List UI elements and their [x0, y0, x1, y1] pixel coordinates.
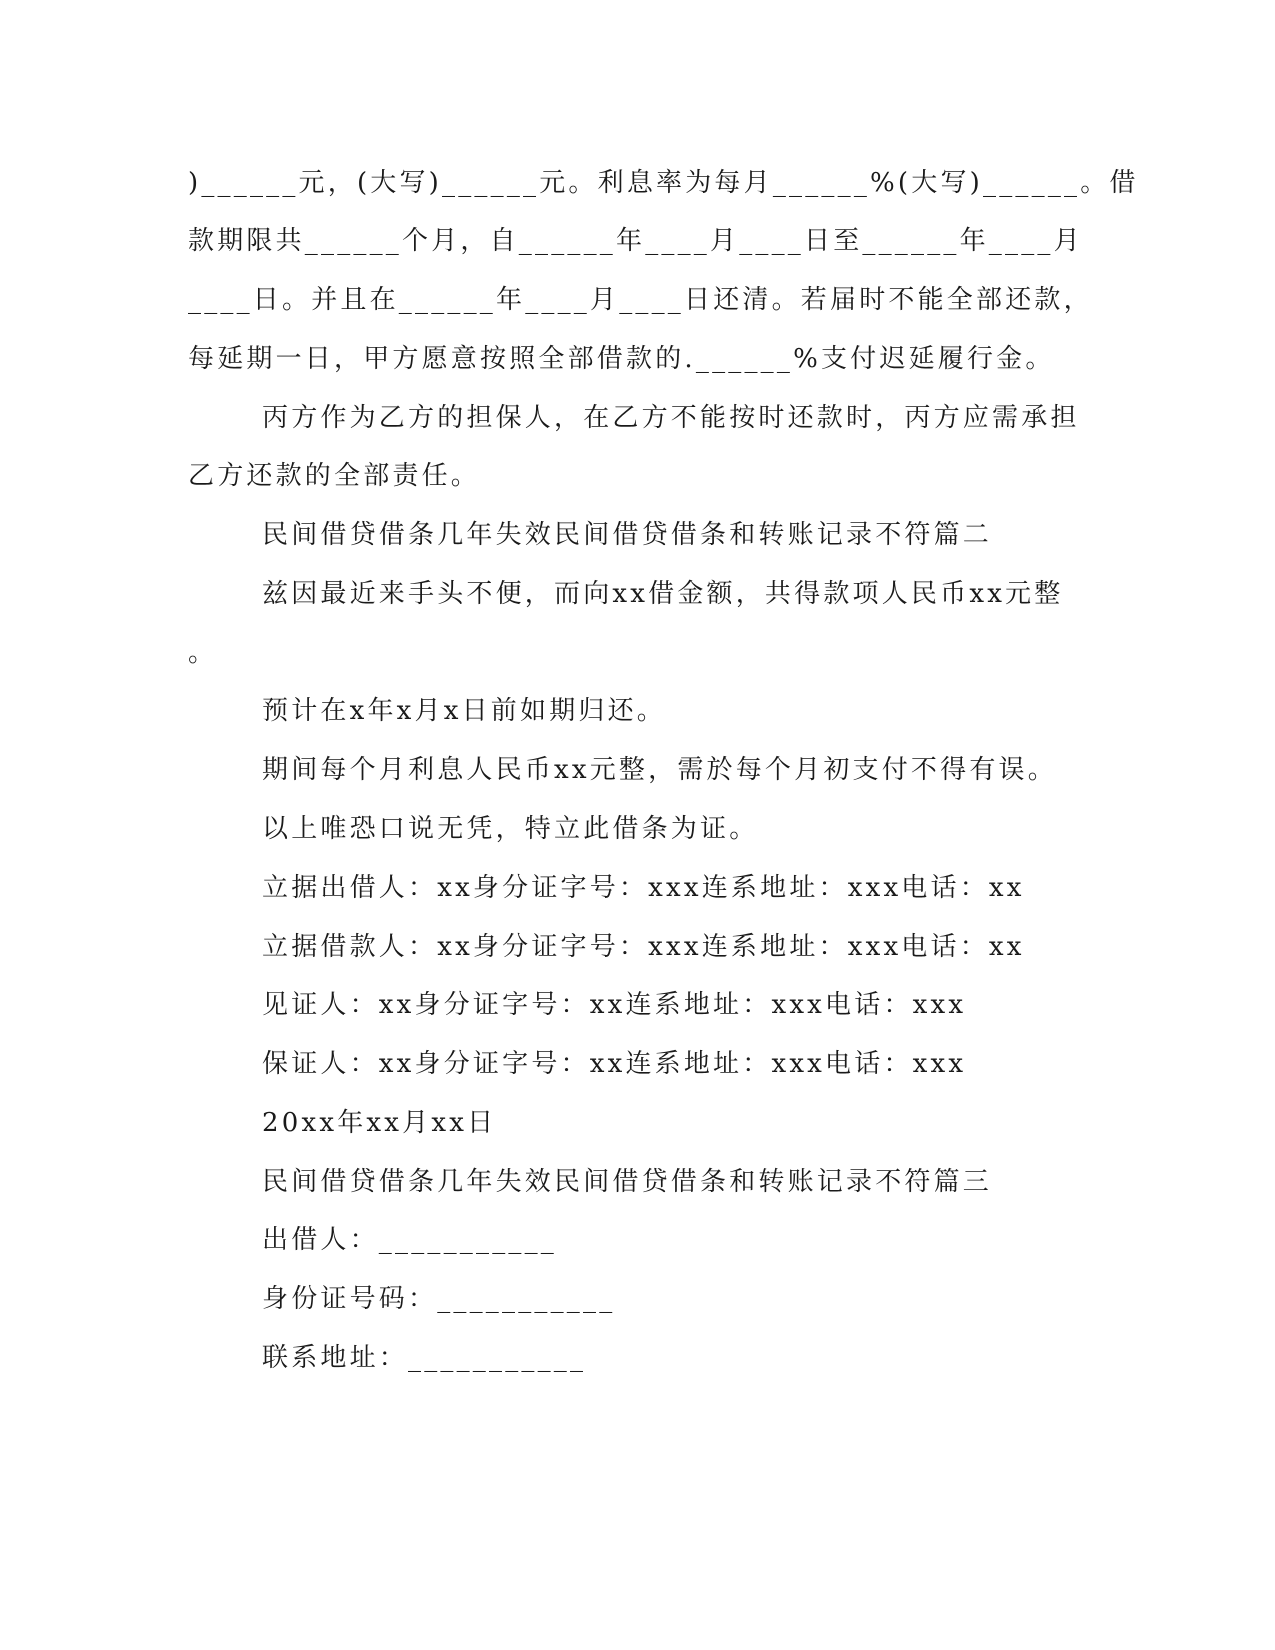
text-line: 保证人：xx身分证字号：xx连系地址：xxx电话：xxx: [262, 1049, 967, 1079]
form-field-address: 联系地址：___________: [262, 1343, 587, 1373]
text-line: 立据出借人：xx身分证字号：xxx连系地址：xxx电话：xx: [262, 873, 1025, 903]
text-line: 期间每个月利息人民币xx元整，需於每个月初支付不得有误。: [262, 755, 1057, 785]
text-line: ____日。并且在______年____月____日还清。若届时不能全部还款，: [188, 285, 1093, 315]
text-line: 以上唯恐口说无凭，特立此借条为证。: [262, 814, 759, 844]
text-line: 每延期一日，甲方愿意按照全部借款的.______%支付迟延履行金。: [188, 344, 1055, 374]
text-line: 见证人：xx身分证字号：xx连系地址：xxx电话：xxx: [262, 990, 967, 1020]
form-field-lender: 出借人：___________: [262, 1225, 558, 1255]
text-line: 兹因最近来手头不便，而向xx借金额，共得款项人民币xx元整: [262, 579, 1064, 609]
section-heading: 民间借贷借条几年失效民间借贷借条和转账记录不符篇二: [262, 520, 993, 550]
text-line: 。: [188, 638, 218, 668]
section-heading: 民间借贷借条几年失效民间借贷借条和转账记录不符篇三: [262, 1167, 993, 1197]
text-line: )______元，(大写)______元。利息率为每月______%(大写)______。借: [188, 168, 1139, 198]
text-line: 预计在x年x月x日前如期归还。: [262, 696, 666, 726]
text-line: 款期限共______个月，自______年____月____日至______年____月: [188, 226, 1083, 256]
date-line: 20xx年xx月xx日: [262, 1108, 497, 1138]
text-line: 立据借款人：xx身分证字号：xxx连系地址：xxx电话：xx: [262, 932, 1025, 962]
text-line: 丙方作为乙方的担保人，在乙方不能按时还款时，丙方应需承担: [262, 403, 1080, 433]
text-line: 乙方还款的全部责任。: [188, 461, 481, 491]
form-field-id-number: 身份证号码：___________: [262, 1284, 616, 1314]
